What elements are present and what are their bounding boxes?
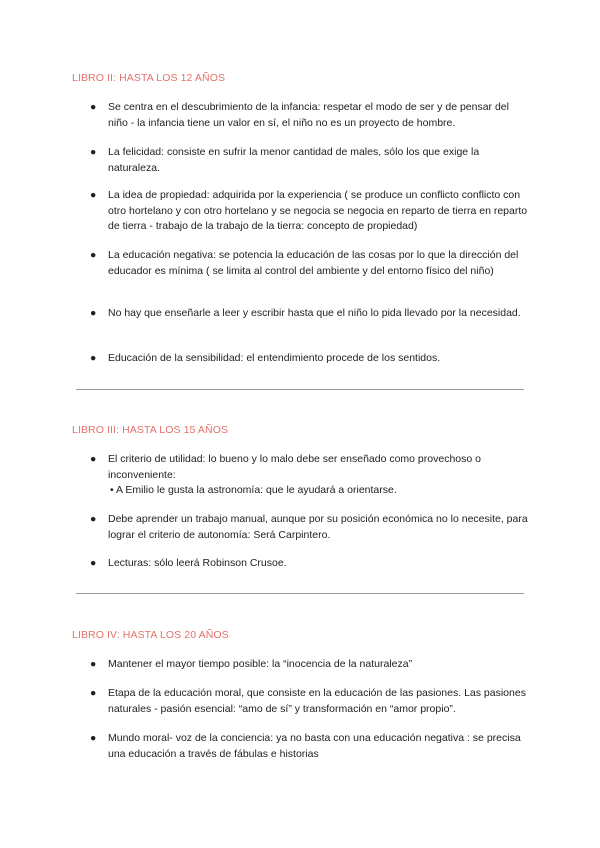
bullet-icon: ● bbox=[90, 101, 97, 113]
sub-list-item: • A Emilio le gusta la astronomía: que le ayudará a orientarse. bbox=[110, 484, 397, 496]
bullet-icon: ● bbox=[90, 557, 97, 569]
section-divider bbox=[76, 389, 524, 390]
list-item-text: La felicidad: consiste en sufrir la menor cantidad de males, sólo los que exige la naturaleza. bbox=[108, 146, 480, 174]
list-item bbox=[90, 188, 530, 235]
section-heading-libro-iii: LIBRO III: HASTA LOS 15 AÑOS bbox=[72, 424, 229, 436]
list-item-text: Mantener el mayor tiempo posible: la “inocencia de la naturaleza” bbox=[108, 658, 413, 670]
bullet-icon: ● bbox=[90, 352, 97, 364]
list-item bbox=[90, 686, 530, 717]
list-item-text: La educación negativa: se potencia la educación de las cosas por lo que la dirección del educador es mínima ( se limita al control del ambiente y del entorno físico del niño) bbox=[108, 249, 519, 277]
list-item bbox=[90, 351, 530, 367]
list-item bbox=[90, 145, 530, 176]
bullet-icon: ● bbox=[90, 453, 97, 465]
list-item-text: No hay que enseñarle a leer y escribir hasta que el niño lo pida llevado por la necesidad. bbox=[108, 307, 521, 319]
bullet-icon: ● bbox=[90, 513, 97, 525]
list-item bbox=[90, 657, 530, 673]
list-item-text: Se centra en el descubrimiento de la infancia: respetar el modo de ser y de pensar del niño - la infancia tiene un valor en sí, el niño no es un proyecto de hombre. bbox=[108, 101, 509, 129]
list-item bbox=[90, 100, 530, 131]
section-divider bbox=[76, 593, 524, 594]
bullet-icon: ● bbox=[90, 658, 97, 670]
list-item-text: Lecturas: sólo leerá Robinson Crusoe. bbox=[108, 557, 287, 569]
list-item bbox=[90, 512, 530, 543]
bullet-icon: ● bbox=[90, 307, 97, 319]
list-item bbox=[90, 248, 530, 279]
list-item-text: El criterio de utilidad: lo bueno y lo malo debe ser enseñado como provechoso o inconveniente: bbox=[108, 453, 481, 481]
list-item-text: Mundo moral- voz de la conciencia: ya no basta con una educación negativa : se precisa una educación a través de fábulas e historias bbox=[108, 732, 521, 760]
bullet-icon: ● bbox=[90, 687, 97, 699]
bullet-icon: ● bbox=[90, 146, 97, 158]
section-heading-libro-ii: LIBRO II: HASTA LOS 12 AÑOS bbox=[72, 72, 226, 84]
list-item bbox=[90, 731, 530, 762]
bullet-icon: ● bbox=[90, 732, 97, 744]
list-item bbox=[90, 306, 530, 322]
list-item-text: Etapa de la educación moral, que consiste en la educación de las pasiones. Las pasiones naturales - pasión esencial: “amo de sí” y transformación en “amor propio”. bbox=[108, 687, 526, 715]
list-item-text: La idea de propiedad: adquirida por la experiencia ( se produce un conflicto conflicto con otro hortelano y con otro hortelano y se negocia se negocia en reparto de tierra en reparto de tierra - trabajo de la trabajo de la tierra: concepto de propiedad) bbox=[108, 189, 528, 232]
list-item-text: Debe aprender un trabajo manual, aunque por su posición económica no lo necesite, para lograr el criterio de autonomía: Será Carpintero. bbox=[108, 513, 528, 541]
section-heading-libro-iv: LIBRO IV: HASTA LOS 20 AÑOS bbox=[72, 629, 229, 641]
list-item bbox=[90, 556, 530, 572]
bullet-icon: ● bbox=[90, 249, 97, 261]
list-item-text: Educación de la sensibilidad: el entendimiento procede de los sentidos. bbox=[108, 352, 441, 364]
list-item bbox=[90, 452, 530, 499]
bullet-icon: ● bbox=[90, 189, 97, 201]
